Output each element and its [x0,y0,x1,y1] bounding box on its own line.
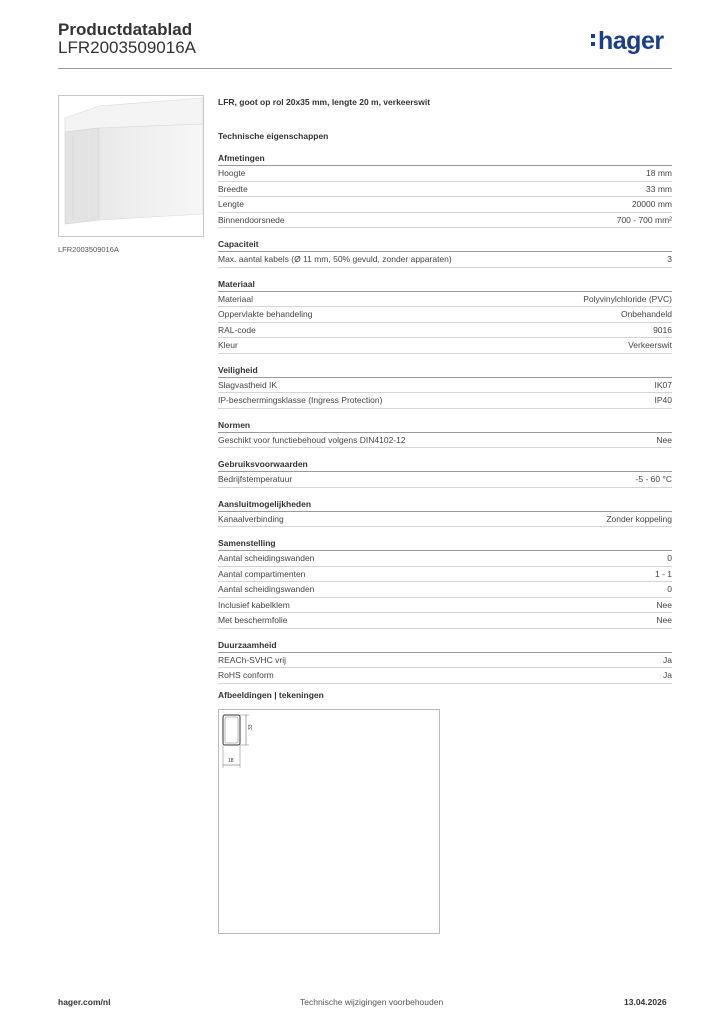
section-title: Veiligheid [218,364,672,378]
spec-row [218,323,672,339]
spec-row [218,433,672,449]
spec-label: IP-beschermingsklasse (Ingress Protection) [218,395,383,405]
figures-title: Afbeeldingen | tekeningen [218,690,324,700]
spec-row [218,551,672,567]
technical-drawing [218,709,440,934]
spec-value: Nee [656,434,672,445]
spec-row [218,512,672,528]
spec-value: 20000 mm [631,199,672,209]
spec-value: Nee [656,599,672,610]
spec-row [218,378,672,394]
spec-value: Onbehandeld [620,309,672,319]
spec-row [218,653,672,669]
spec-label: Geschikt voor functiebehoud volgens DIN4102-12 [218,434,406,445]
spec-value: 3 [667,254,672,264]
spec-label: Kanaalverbinding [218,513,284,524]
spec-row [218,252,672,268]
spec-value: 0 [667,584,672,594]
spec-value: 700 - 700 mm² [616,214,672,225]
spec-section [218,639,672,684]
logo-dots-icon [591,34,596,50]
spec-label: Materiaal [218,293,253,304]
spec-value: Ja [663,670,672,680]
spec-row [218,213,672,229]
spec-label: Aantal scheidingswanden [218,553,315,563]
spec-value: -5 - 60 °C [635,474,672,484]
section-title: Aansluitmogelijkheden [218,498,672,512]
spec-row [218,582,672,598]
product-image [58,95,204,237]
section-title: Samenstelling [218,537,672,551]
spec-row [218,472,672,488]
spec-row [218,182,672,198]
spec-label: Oppervlakte behandeling [218,309,313,319]
section-title: Capaciteit [218,238,672,252]
spec-value: 33 mm [646,183,672,194]
header-divider [58,68,672,69]
cable-duct-icon [59,96,203,236]
spec-value: Polyvinylchloride (PVC) [583,293,672,304]
spec-row [218,307,672,323]
spec-value: Zonder koppeling [606,513,672,524]
spec-section [218,458,672,488]
spec-section [218,498,672,528]
spec-label: Hoogte [218,168,246,178]
spec-label: Max. aantal kabels (Ø 11 mm, 50% gevuld, zonder apparaten) [218,254,452,264]
tech-properties-title: Technische eigenschappen [218,131,329,141]
section-title: Gebruiksvoorwaarden [218,458,672,472]
spec-label: Lengte [218,199,244,209]
spec-section [218,419,672,449]
footer-disclaimer: Technische wijzigingen voorbehouden [300,997,444,1007]
dim-height-label: 33 [248,724,254,730]
spec-section [218,364,672,409]
spec-row [218,598,672,614]
spec-label: Aantal scheidingswanden [218,584,315,594]
section-title: Duurzaamheid [218,639,672,653]
spec-section [218,238,672,268]
spec-label: RoHS conform [218,670,274,680]
spec-section [218,537,672,629]
spec-row [218,166,672,182]
spec-label: RAL-code [218,324,256,335]
spec-row [218,613,672,629]
spec-value: 0 [667,553,672,563]
spec-value: 18 mm [646,168,672,178]
spec-row [218,393,672,409]
spec-label: Inclusief kabelklem [218,599,290,610]
product-code: LFR2003509016A [58,38,197,57]
spec-value: 9016 [653,324,672,335]
section-title: Materiaal [218,278,672,292]
footer-date: 13.04.2026 [624,997,667,1007]
spec-row [218,668,672,684]
section-title: Afmetingen [218,152,672,166]
spec-label: Kleur [218,340,238,350]
image-caption: LFR2003509016A [58,245,119,254]
spec-label: Bedrijfstemperatuur [218,474,293,484]
spec-value: IK07 [654,379,672,390]
spec-value: Nee [656,615,672,625]
duct-section-drawing [219,710,439,933]
spec-label: REACh-SVHC vrij [218,654,287,665]
spec-value: IP40 [654,395,672,405]
spec-value: Ja [663,654,672,665]
logo-text: hager [598,27,664,55]
spec-row [218,197,672,213]
spec-row [218,292,672,308]
spec-section [218,278,672,354]
hager-logo [591,27,664,56]
product-title: LFR, goot op rol 20x35 mm, lengte 20 m, verkeerswit [218,97,431,107]
spec-label: Met beschermfolie [218,615,288,625]
spec-label: Breedte [218,183,248,194]
spec-value: Verkeerswit [628,340,672,350]
page-title: Productdatablad [58,20,193,39]
spec-value: 1 - 1 [654,568,672,579]
dim-width-label: 18 [228,758,234,764]
spec-column [218,96,672,684]
footer-website: hager.com/nl [58,997,111,1007]
spec-row [218,567,672,583]
section-title: Normen [218,419,672,433]
spec-label: Aantal compartimenten [218,568,306,579]
spec-row [218,338,672,354]
spec-section [218,152,672,228]
spec-label: Binnendoorsnede [218,214,285,225]
spec-label: Slagvastheid IK [218,379,278,390]
spec-sections [218,152,672,684]
